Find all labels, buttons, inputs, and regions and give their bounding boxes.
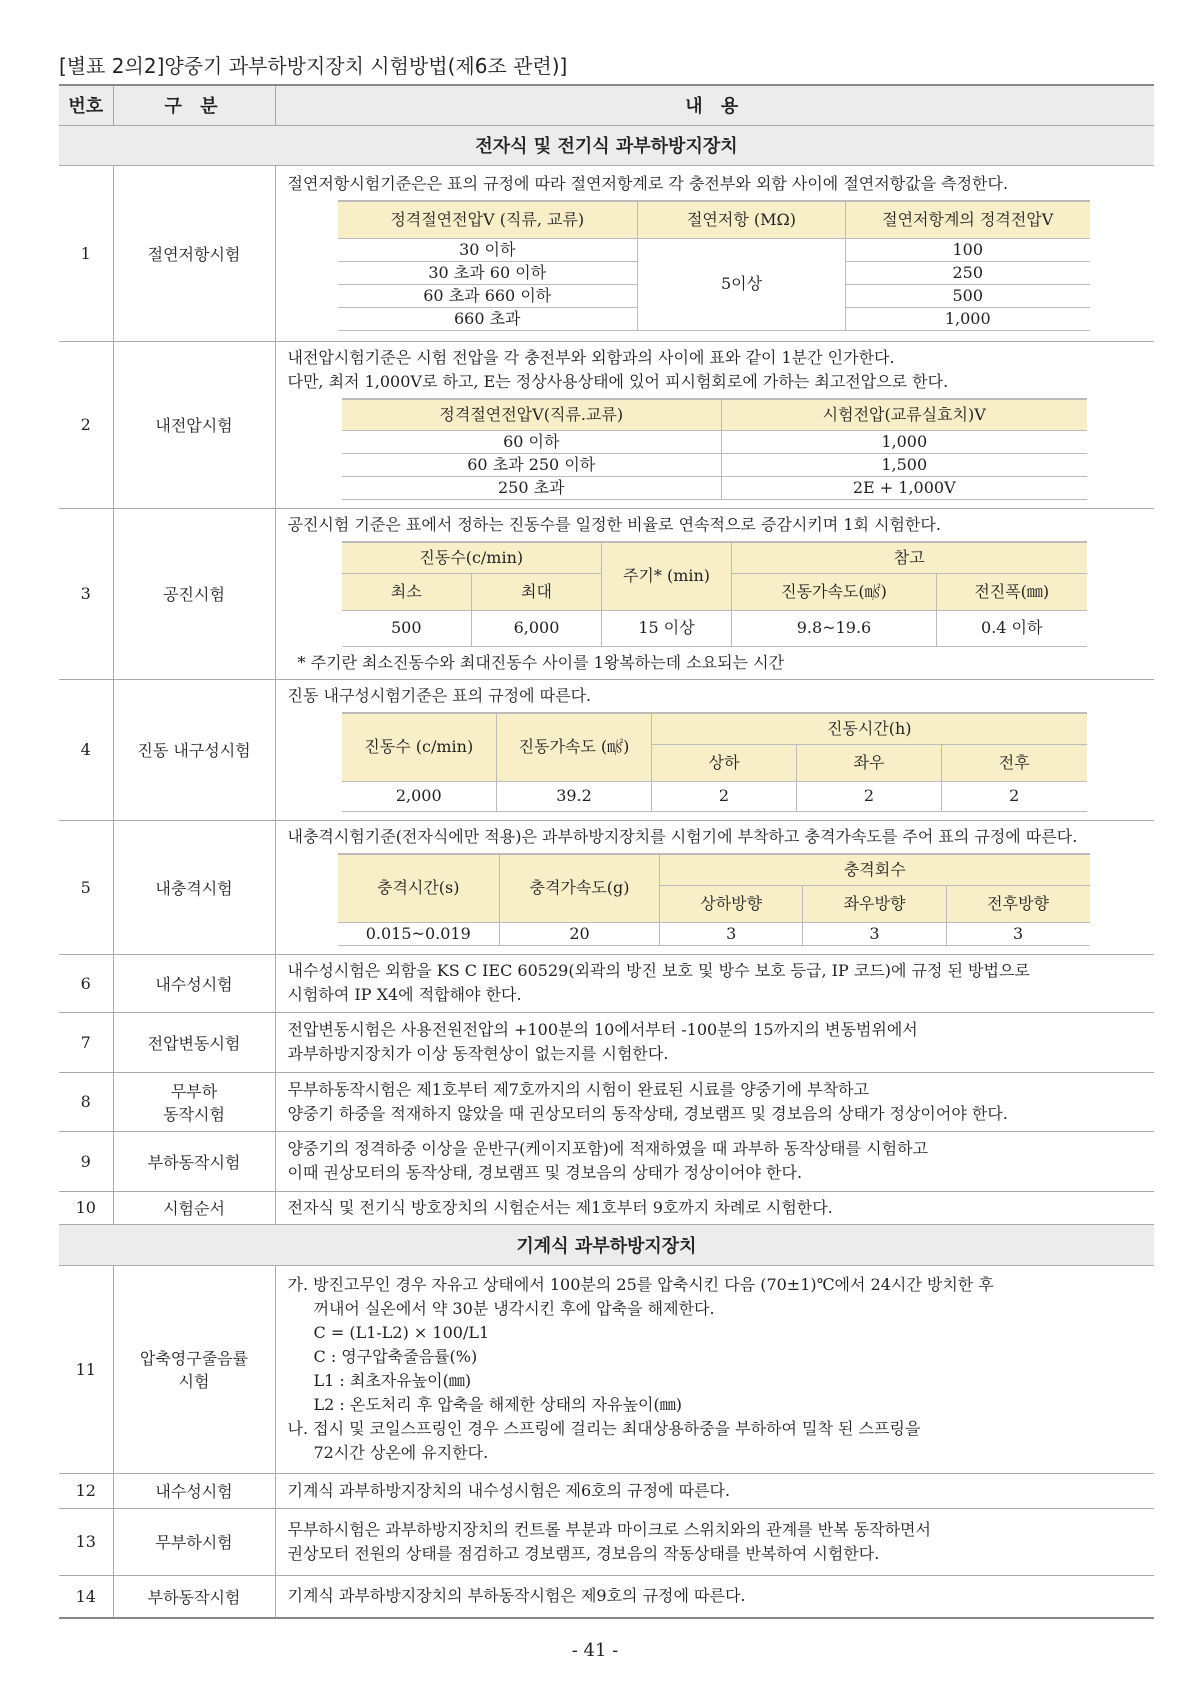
row-category: 전압변동시험 [113, 1012, 275, 1072]
row-text: 진동 내구성시험기준은 표의 규정에 따른다. [287, 685, 592, 705]
row-category: 내전압시험 [113, 341, 275, 508]
row-category: 부하동작시험 [113, 1575, 275, 1618]
row-category: 시험순서 [113, 1191, 275, 1224]
cell: 0.015~0.019 [338, 922, 500, 945]
row-category: 내충격시험 [113, 820, 275, 954]
row-content [275, 1072, 1154, 1131]
row-text: 절연저항시험기준은은 표의 규정에 따라 절연저항계로 각 충전부와 외함 사이에 절연저항값을 측정한다. [287, 173, 1009, 193]
section-electronic [59, 125, 1154, 165]
row-content [275, 820, 1154, 954]
cell: 500 [342, 610, 472, 646]
row-number: 10 [59, 1191, 113, 1224]
row-text: 가. 방진고무인 경우 자유고 상태에서 100분의 25를 압축시킨 다음 (70±1)℃에서 24시간 방치한 후 [287, 1275, 994, 1294]
col-header: 진동시간(h) [652, 713, 1087, 745]
cell: 39.2 [497, 781, 652, 811]
row-content [275, 508, 1154, 679]
cell: 6,000 [472, 610, 602, 646]
col-header: 정격절연전압V (직류, 교류) [338, 201, 638, 239]
row-content: 기계식 과부하방지장치의 부하동작시험은 제9호의 규정에 따른다. [275, 1575, 1154, 1618]
cell: 1,000 [846, 307, 1090, 330]
cell: 30 이하 [338, 238, 638, 261]
row-content [275, 165, 1154, 341]
row-category [113, 1072, 275, 1131]
col-header: 좌우 [797, 744, 942, 781]
cell: 660 초과 [338, 307, 638, 330]
col-header: 좌우방향 [803, 885, 946, 922]
row-content: 기계식 과부하방지장치의 내수성시험은 제6호의 규정에 따른다. [275, 1473, 1154, 1508]
col-header: 상하 [652, 744, 797, 781]
row-number: 1 [59, 165, 113, 341]
col-header: 충격회수 [660, 854, 1090, 886]
cell: 2 [652, 781, 797, 811]
cell: 250 초과 [342, 476, 722, 499]
cell: 3 [660, 922, 803, 945]
col-header: 전후방향 [946, 885, 1089, 922]
cell: 500 [846, 284, 1090, 307]
col-header: 충격가속도(g) [500, 854, 660, 923]
row-number: 3 [59, 508, 113, 679]
table-row [59, 1191, 1154, 1224]
category-line: 압축영구줄음률 [139, 1349, 249, 1368]
row-text: 나. 접시 및 코일스프링인 경우 스프링에 걸리는 최대상용하중을 부하하여 밀착 된 스프링을 [287, 1419, 921, 1438]
row-category: 공진시험 [113, 508, 275, 679]
header-category: 구 분 [113, 85, 275, 125]
table-row [59, 679, 1154, 820]
col-header: 진동수(c/min) [342, 542, 602, 574]
row-text: 다만, 최저 1,000V로 하고, E는 정상사용상태에 있어 피시험회로에 가하는 최고전압으로 한다. [287, 371, 949, 391]
row-category: 내수성시험 [113, 954, 275, 1012]
row-text: 내수성시험은 외함을 KS C IEC 60529(외곽의 방진 보호 및 방수 보호 등급, IP 코드)에 규정 된 방법으로 [287, 961, 1030, 980]
row-text: 시험하여 IP X4에 적합해야 한다. [287, 985, 522, 1004]
row-text: 과부하방지장치가 이상 동작현상이 없는지를 시험한다. [287, 1044, 669, 1063]
cell: 20 [500, 922, 660, 945]
table-row [59, 341, 1154, 508]
impact-table [338, 853, 1090, 946]
footnote: * 주기란 최소진동수와 최대진동수 사이를 1왕복하는데 소요되는 시간 [297, 652, 785, 672]
table-row [59, 1508, 1154, 1575]
table-row [59, 165, 1154, 341]
row-number: 6 [59, 954, 113, 1012]
resonance-table [342, 541, 1087, 647]
section-title: 전자식 및 전기식 과부하방지장치 [59, 125, 1154, 165]
row-text: 무부하시험은 과부하방지장치의 컨트롤 부분과 마이크로 스위치와의 관계를 반복 동작하면서 [287, 1519, 931, 1539]
test-method-table [59, 84, 1154, 1619]
table-row [59, 1473, 1154, 1508]
row-content: 전자식 및 전기식 방호장치의 시험순서는 제1호부터 9호까지 차례로 시험한다. [275, 1191, 1154, 1224]
col-header: 시험전압(교류실효치)V [722, 399, 1087, 431]
document-title: [별표 2의2]양중기 과부하방지장치 시험방법(제6조 관련)] [59, 54, 568, 78]
cell: 3 [946, 922, 1089, 945]
table-row [59, 1072, 1154, 1131]
row-number: 12 [59, 1473, 113, 1508]
cell: 2 [942, 781, 1087, 811]
col-header: 최소 [342, 573, 472, 610]
table-row [59, 1575, 1154, 1618]
cell: 15 이상 [602, 610, 732, 646]
row-text: 무부하동작시험은 제1호부터 제7호까지의 시험이 완료된 시료를 양중기에 부착하고 [287, 1079, 869, 1099]
cell: 2 [797, 781, 942, 811]
row-content [275, 1012, 1154, 1072]
row-content [275, 954, 1154, 1012]
row-text: 양중기의 정격하중 이상을 운반구(케이지포함)에 적재하였을 때 과부하 동작상태를 시험하고 [287, 1139, 929, 1158]
row-number: 9 [59, 1131, 113, 1191]
cell: 0.4 이하 [937, 610, 1087, 646]
row-content [275, 1131, 1154, 1191]
cell: 3 [803, 922, 946, 945]
row-text: 권상모터 전원의 상태를 점검하고 경보램프, 경보음의 작동상태를 반복하여 시험한다. [287, 1543, 880, 1563]
row-category: 절연저항시험 [113, 165, 275, 341]
row-number: 13 [59, 1508, 113, 1575]
cell: 60 이하 [342, 430, 722, 453]
row-text: 꺼내어 실온에서 약 30분 냉각시킨 후에 압축을 해제한다. [313, 1299, 715, 1318]
cell: 100 [846, 238, 1090, 261]
row-category [113, 1265, 275, 1473]
header-num: 번호 [59, 85, 113, 125]
table-header [59, 85, 1154, 125]
cell: 2,000 [342, 781, 497, 811]
row-text: 이때 권상모터의 동작상태, 경보램프 및 경보음의 상태가 정상이어야 한다. [287, 1163, 803, 1182]
row-content [275, 1265, 1154, 1473]
row-number: 8 [59, 1072, 113, 1131]
header-content: 내 용 [275, 85, 1154, 125]
row-text: 양중기 하중을 적재하지 않았을 때 권상모터의 동작상태, 경보램프 및 경보음의 상태가 정상이어야 한다. [287, 1103, 1008, 1123]
row-category: 내수성시험 [113, 1473, 275, 1508]
row-text: L1 : 최초자유높이(㎜) [313, 1371, 472, 1390]
page-number: - 41 - [571, 1640, 619, 1661]
category-line: 시험 [178, 1372, 210, 1391]
col-header: 진동가속도(㎨) [732, 573, 937, 610]
formula: C = (L1-L2) × 100/L1 [313, 1323, 490, 1342]
col-header: 정격절연전압V(직류.교류) [342, 399, 722, 431]
cell: 5이상 [638, 238, 846, 330]
table-row [59, 1265, 1154, 1473]
withstand-voltage-table [342, 398, 1087, 500]
col-header: 진동가속도 (㎨) [497, 713, 652, 782]
cell: 9.8~19.6 [732, 610, 937, 646]
vibration-durability-table [342, 712, 1087, 812]
col-header: 참고 [732, 542, 1087, 574]
table-row [59, 508, 1154, 679]
cell: 2E + 1,000V [722, 476, 1087, 499]
insulation-table [338, 200, 1090, 331]
row-number: 11 [59, 1265, 113, 1473]
row-content [275, 341, 1154, 508]
col-header: 최대 [472, 573, 602, 610]
row-text: 공진시험 기준은 표에서 정하는 진동수를 일정한 비율로 연속적으로 증감시키며 1회 시험한다. [287, 514, 941, 534]
table-row [59, 1131, 1154, 1191]
row-text: 전압변동시험은 사용전원전압의 +100분의 10에서부터 -100분의 15까지의 변동범위에서 [287, 1020, 918, 1039]
row-text: 내전압시험기준은 시험 전압을 각 충전부와 외함과의 사이에 표와 같이 1분간 인가한다. [287, 347, 895, 367]
col-header: 상하방향 [660, 885, 803, 922]
cell: 60 초과 250 이하 [342, 453, 722, 476]
cell: 30 초과 60 이하 [338, 261, 638, 284]
table-row [59, 820, 1154, 954]
row-category: 무부하시험 [113, 1508, 275, 1575]
row-text: 내충격시험기준(전자식에만 적용)은 과부하방지장치를 시험기에 부착하고 충격가속도를 주어 표의 규정에 따른다. [287, 826, 1078, 846]
table-row [59, 1012, 1154, 1072]
row-number: 4 [59, 679, 113, 820]
row-text: 72시간 상온에 유지한다. [313, 1443, 489, 1462]
col-header: 절연저항계의 정격전압V [846, 201, 1090, 239]
section-mechanical [59, 1224, 1154, 1265]
cell: 1,000 [722, 430, 1087, 453]
section-title: 기계식 과부하방지장치 [59, 1224, 1154, 1265]
col-header: 주기* (min) [602, 542, 732, 611]
row-number: 14 [59, 1575, 113, 1618]
category-line: 동작시험 [163, 1104, 225, 1124]
cell: 1,500 [722, 453, 1087, 476]
col-header: 절연저항 (MΩ) [638, 201, 846, 239]
row-category: 진동 내구성시험 [113, 679, 275, 820]
cell: 60 초과 660 이하 [338, 284, 638, 307]
table-row [59, 954, 1154, 1012]
col-header: 진동수 (c/min) [342, 713, 497, 782]
row-number: 5 [59, 820, 113, 954]
col-header: 전진폭(㎜) [937, 573, 1087, 610]
category-line: 무부하 [170, 1081, 218, 1101]
row-content [275, 1508, 1154, 1575]
row-text: L2 : 온도처리 후 압축을 해제한 상태의 자유높이(㎜) [313, 1395, 682, 1414]
col-header: 충격시간(s) [338, 854, 500, 923]
row-content [275, 679, 1154, 820]
row-number: 7 [59, 1012, 113, 1072]
row-text: C : 영구압축줄음률(%) [313, 1347, 478, 1366]
row-number: 2 [59, 341, 113, 508]
row-category: 부하동작시험 [113, 1131, 275, 1191]
cell: 250 [846, 261, 1090, 284]
col-header: 전후 [942, 744, 1087, 781]
